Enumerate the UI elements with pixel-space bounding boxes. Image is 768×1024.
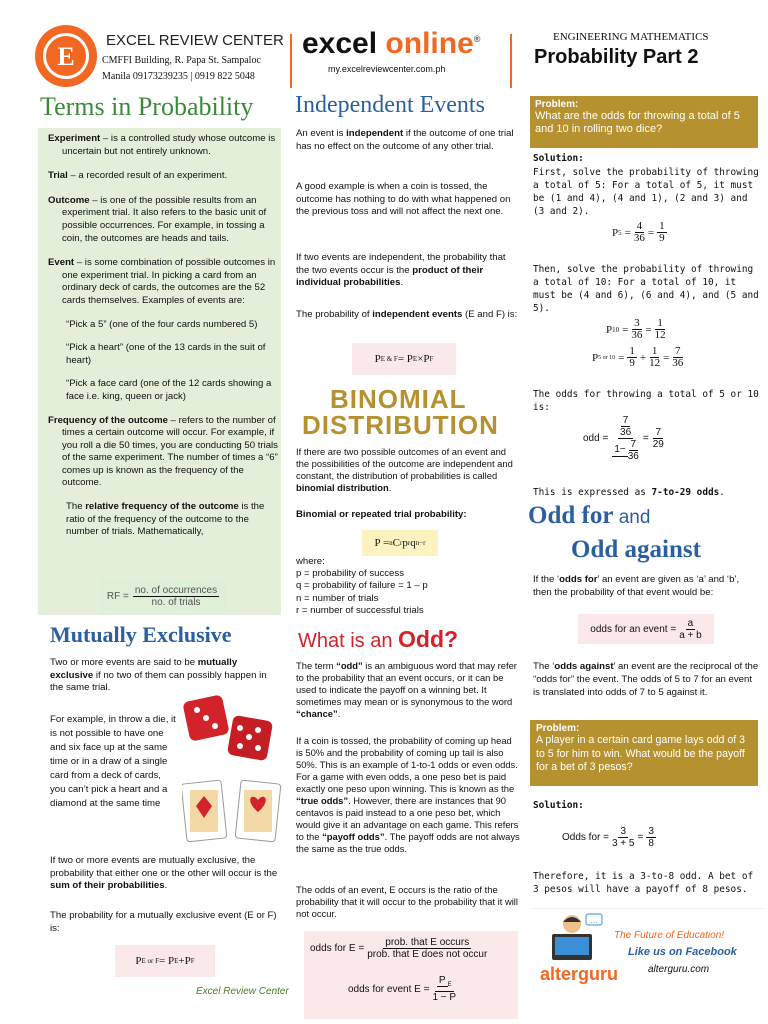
binomial-heading-2: DISTRIBUTION (302, 410, 499, 440)
where-q: q = probability of failure = 1 – p (296, 580, 428, 592)
svg-text:…: … (590, 916, 598, 925)
alterguru-mascot (546, 912, 606, 962)
odd-heading: What is an Odd? (298, 626, 459, 652)
p5or10-formula: P 5 or 10 = $\frac{1}{9}$ + $\frac{1}{12}$ = $\frac{7}{36}$ (592, 345, 684, 369)
term-outcome: Outcome – is one of the possible results from an experiment trial. It also refers to the basic unit of possible occurrences. For example, in tossing a coin, the outcomes are heads and tails. (48, 194, 267, 244)
me-paragraph-1: Two or more events are said to be mutually exclusive if no two of them can possibly happen in the same trial. (50, 657, 267, 694)
odds-for-e-formula (304, 931, 518, 1019)
odd-paragraph-1: The term “odd” is an ambiguous word that may refer to the probability that an event occurs, or it can be used to indicate the payoff on a winning bet. It sometimes may mean or is synonymous to the word “chance”. (296, 660, 517, 719)
where-r: r = number of successful trials (296, 604, 424, 616)
term-experiment: Experiment – is a controlled study whose outcome is uncertain but not entirely unknown. (48, 133, 276, 157)
odd-for-heading: Odd for and (528, 502, 651, 529)
mutually-exclusive-heading: Mutually Exclusive (50, 622, 232, 647)
term-relative-frequency: The relative frequency of the outcome is the ratio of the frequency of the outcome to the number of trials. Mathematically, (66, 501, 265, 538)
solution-paragraph-4: This is expressed as 7-to-29 odds. (533, 487, 725, 498)
problem-2-text: A player in a certain card game lays odd of 3 to 5 for him to win. What would be the payoff for a bet of 3 pesos? (536, 734, 746, 773)
ind-paragraph-3: If two events are independent, the probability that the two events occur is the product of their individual probabilities. (296, 252, 506, 289)
me-formula: P E or F = P E +P F (115, 945, 215, 977)
me-paragraph-2: For example, in throw a die, it is not possible to have one and six face up at the same time or in a draw of a single card from a deck of cards, you can’t pick a heart and a diamond at the same time (50, 714, 176, 809)
term-frequency: Frequency of the outcome – refers to the number of times a certain outcome will occur. For example, if you roll a die 50 times, you are conducting 50 trials of the same experiment. The number of times a “6” comes up is known as the frequency of the outcome. (48, 414, 278, 489)
problem-1-label: Problem: (535, 99, 579, 110)
terms-heading: Terms in Probability (40, 92, 254, 121)
center-phones: Manila 09173239235 | 0919 822 5048 (102, 71, 255, 82)
alterguru-url: alterguru.com (648, 964, 710, 975)
problem-2-label: Problem: (536, 723, 580, 734)
odds-for-e-line: odds for E = $\frac{\text{prob. that E occurs}}{\text{prob. that E does not occur}}$ (310, 937, 488, 960)
alterguru-tagline: The Future of Education! (614, 930, 725, 941)
binomial-where (296, 556, 520, 617)
p5-formula: P 5 = $\frac{4}{36}$ = $\frac{1}{9}$ (612, 220, 665, 244)
odds-for-paragraph: If the ‘odds for’ an event are given as ‘a’ and ‘b’, then the probability of that event would be: (533, 574, 740, 598)
footer-text: Excel Review Center (196, 986, 289, 997)
header-divider-right (510, 34, 512, 88)
problem-1-box (530, 96, 758, 148)
page-title: Probability Part 2 (534, 46, 699, 68)
independent-events-heading: Independent Events (295, 92, 485, 118)
logo-seal (34, 24, 98, 88)
solution-paragraph-2: Then, solve the probability of throwing a total of 10: For a total of 10, it must be (4 and 6), (6 and 4), and (5 and 5). (533, 264, 759, 314)
center-name: EXCEL REVIEW CENTER (106, 32, 284, 49)
solution-paragraph-3: The odds for throwing a total of 5 or 10 is: (533, 389, 759, 413)
me-paragraph-4: The probability for a mutually exclusive event (E or F) is: (50, 910, 277, 934)
solution-2-label: Solution: (533, 800, 584, 811)
binomial-paragraph: If there are two possible outcomes of an event and the possibilities of the outcome are independent and constant, the distribution of probabilities is called binomial distribution. (296, 446, 513, 493)
odds-for-event-formula: odds for an event = $\frac{a}{a + b}$ (578, 614, 714, 644)
where-n: n = number of trials (296, 592, 379, 604)
terms-content (48, 133, 278, 539)
binomial-subheading: Binomial or repeated trial probability: (296, 509, 467, 520)
rf-formula: RF = $\frac{\text{no. of occurrences}}{\text{no. of trials}}$ (100, 580, 226, 612)
odd-against-heading: Odd against (571, 536, 701, 563)
odd-paragraph-2: If a coin is tossed, the probability of coming up head is 50% and the probability of coming up tail is also 50%. This is an example of 1-to-1 odds or even odds. For a game with even odds, a one peso bet is paid exactly one peso upon winning. This is known as the “true odds”. However, there are instances that 90 centavos is paid instead to a one peso bet, which would give it an advantage on each game. This refers to the “payoff odds”. The payoff odds are not always the same as the true odds. (296, 735, 520, 854)
odds-against-paragraph: The ‘odds against’ an event are the reciprocal of the “odds for” the event. The odds of 5 to 7 for an event is translated into odds of 7 to 5 against it. (533, 661, 759, 698)
term-trial: Trial – a recorded result of an experiment. (48, 170, 228, 182)
where-label: where: (296, 556, 325, 567)
header-divider (290, 34, 292, 88)
odd-formula: odd = $\frac{7}{36}$ 1− $\frac{7}{36}$ = $\frac{7}{29}$ (583, 415, 664, 462)
solution-paragraph-1: First, solve the probability of throwing a total of 5: For a total of 5, it must be (1 and 4), (4 and 1), (2 and 3) and (3 and 2). (533, 167, 759, 217)
problem-1-text: What are the odds for throwing a total of 5 and 10 in rolling two dice? (535, 110, 740, 135)
binomial-formula: P = n C r p r q n−r (362, 530, 438, 556)
event-example-1: “Pick a 5” (one of the four cards numbered 5) (66, 318, 258, 330)
independent-formula: P E & F = P E ×P F (352, 343, 456, 375)
ind-paragraph-1: An event is independent if the outcome of one trial has no effect on the outcome of any other trial. (296, 128, 514, 152)
subject-label: ENGINEERING MATHEMATICS (553, 31, 709, 43)
event-example-2: “Pick a heart” (one of the 13 cards in the suit of heart) (66, 342, 266, 366)
dice-image (180, 690, 280, 770)
solution-1-label: Solution: (533, 153, 584, 164)
problem-2-box (530, 720, 758, 786)
term-event: Event – is some combination of possible outcomes in one experiment trial. In picking a card from an ordinary deck of cards, the outcomes are the 52 cards themselves. Examples of events are: (48, 257, 276, 306)
odd-paragraph-3: The odds of an event, E occurs is the ratio of the probability that it will occur to the probability that it will not occur. (296, 884, 518, 919)
center-address: CMFFI Building, R. Papa St. Sampaloc (102, 55, 261, 66)
binomial-heading-1: BINOMIAL (330, 384, 467, 414)
event-example-3: “Pick a face card (one of the 12 cards showing a face i.e. king, queen or jack) (66, 378, 272, 402)
p10-formula: P 10 = $\frac{3}{36}$ = $\frac{1}{12}$ (606, 317, 666, 341)
ind-paragraph-2: A good example is when a coin is tossed, the outcome has nothing to do with what happened on the previous toss and will not affect the next one. (296, 181, 511, 218)
ind-paragraph-4: The probability of independent events (E and F) is: (296, 309, 518, 320)
svg-text:E: E (57, 42, 75, 71)
solution-2-text: Therefore, it is a 3-to-8 odd. A bet of 3 pesos will have a payoff of 8 pesos. (533, 871, 754, 895)
alterguru-brand: alterguru (540, 964, 619, 984)
odds-for-event-line: odds for event E = $\frac{P _E}{1 - P}$ (348, 975, 457, 1003)
where-p: p = probability of success (296, 568, 404, 580)
alterguru-like: Like us on Facebook (628, 946, 737, 958)
odds-for-3-5-formula: Odds for = $\frac{3}{3 + 5}$ = $\frac{3}{8}$ (562, 826, 654, 849)
cards-image (182, 778, 282, 844)
me-paragraph-3: If two or more events are mutually exclusive, the probability that either one or the other will occur is the sum of their probabilities. (50, 855, 278, 892)
brand-website: my.excelreviewcenter.com.ph (328, 64, 446, 74)
brand-logo: excel online® (302, 27, 481, 60)
